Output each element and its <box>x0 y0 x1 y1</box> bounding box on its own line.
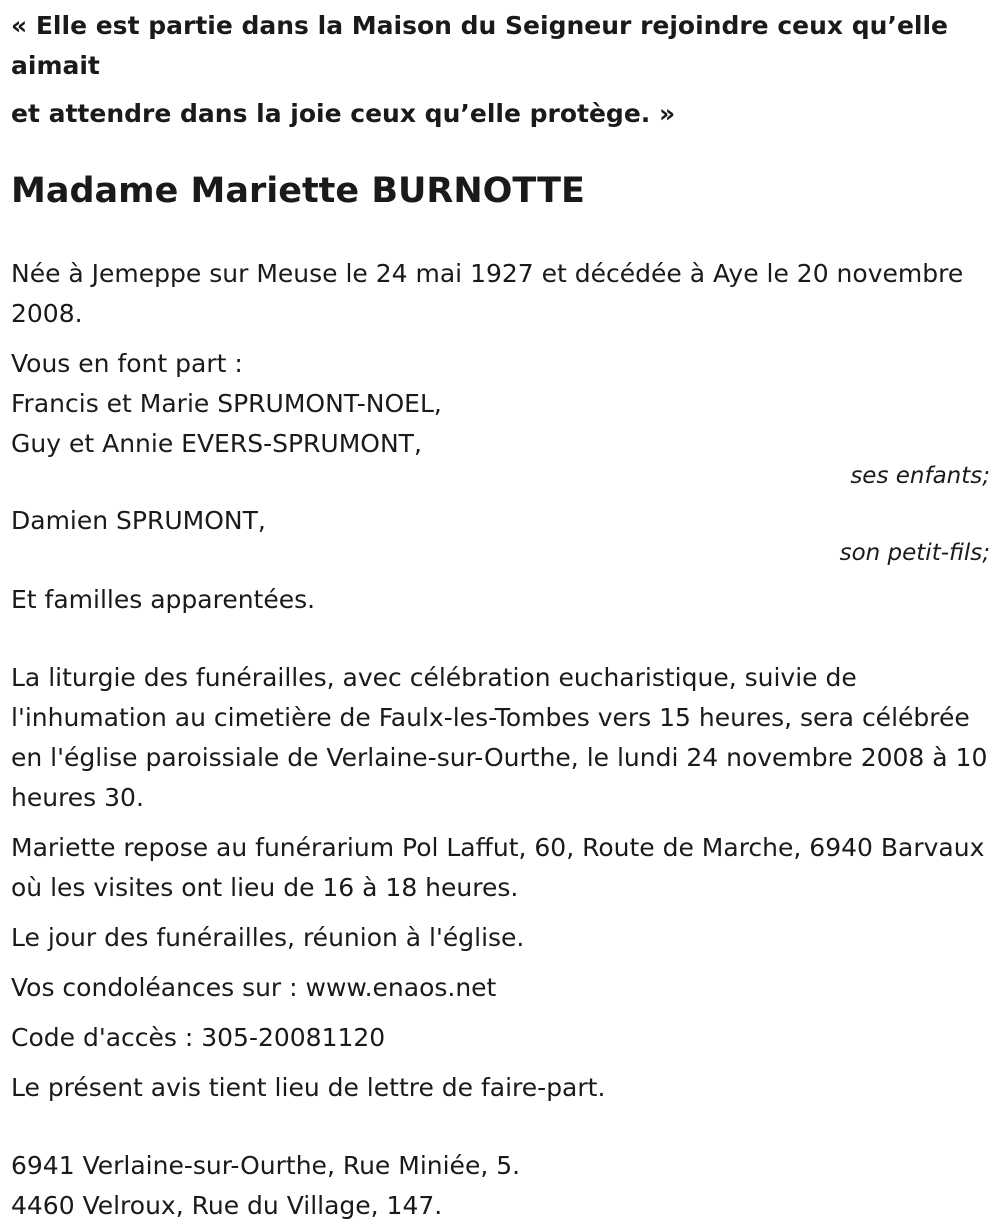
deceased-name: Madame Mariette BURNOTTE <box>11 171 585 211</box>
repose-text: Mariette repose au funérarium Pol Laffut, 60, Route de Marche, 6940 Barvaux où les visites ont lieu de 16 à 18 heures. <box>11 833 985 902</box>
grandchild-name: Damien SPRUMONT, <box>11 506 266 535</box>
meeting-text: Le jour des funérailles, réunion à l'église. <box>11 923 525 952</box>
birth-death-text: Née à Jemeppe sur Meuse le 24 mai 1927 et décédée à Aye le 20 novembre 2008. <box>11 259 964 328</box>
child-name-1: Francis et Marie SPRUMONT-NOEL, <box>11 389 442 418</box>
grandchild-role: son petit-fils; <box>839 540 990 566</box>
address-1: 6941 Verlaine-sur-Ourthe, Rue Miniée, 5. <box>11 1151 521 1180</box>
announcers-intro: Vous en font part : <box>11 349 243 378</box>
address-2: 4460 Velroux, Rue du Village, 147. <box>11 1191 443 1220</box>
obituary-page <box>0 6 1000 1227</box>
condolences-text: Vos condoléances sur : www.enaos.net <box>11 973 497 1002</box>
families-text: Et familles apparentées. <box>11 585 316 614</box>
liturgy-text: La liturgie des funérailles, avec célébration eucharistique, suivie de l'inhumation au cimetière de Faulx-les-Tombes vers 15 heures, sera célébrée en l'église paroissiale de Verlaine-sur-Ourthe, le lundi 24 novembre 2008 à 10 heures 30. <box>11 663 988 812</box>
children-role: ses enfants; <box>850 463 990 489</box>
child-name-2: Guy et Annie EVERS-SPRUMONT, <box>11 429 422 458</box>
notice-text: Le présent avis tient lieu de lettre de faire-part. <box>11 1073 606 1102</box>
quote-line-2: et attendre dans la joie ceux qu’elle protège. » <box>11 99 676 128</box>
quote-line-1: « Elle est partie dans la Maison du Seigneur rejoindre ceux qu’elle aimait <box>11 11 948 80</box>
access-code-text: Code d'accès : 305-20081120 <box>11 1023 386 1052</box>
